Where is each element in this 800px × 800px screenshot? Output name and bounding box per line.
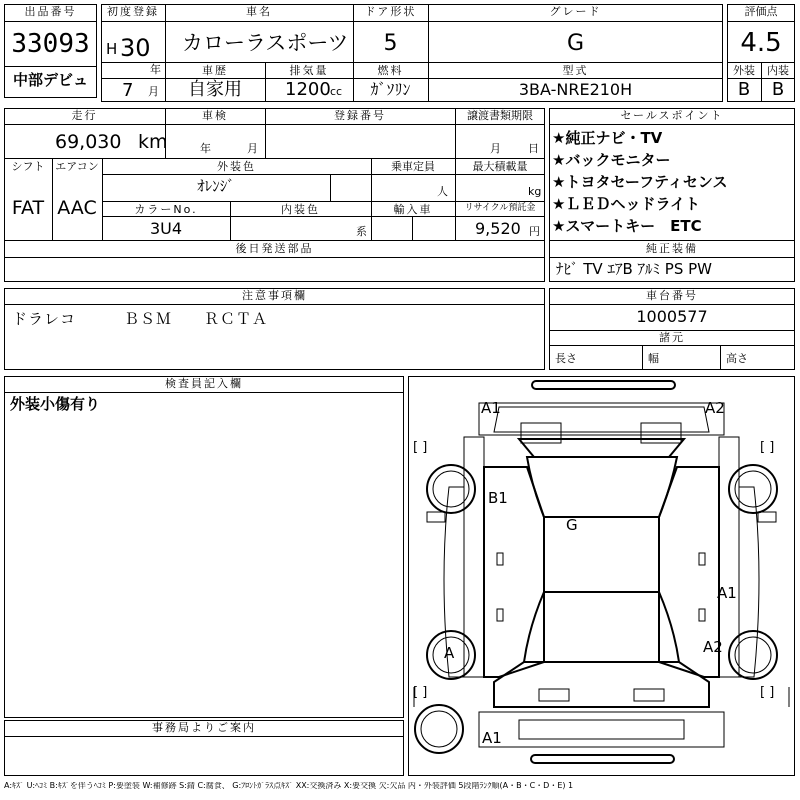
damage-a1-right: A1	[717, 584, 737, 602]
capacity-label: 乗車定員	[391, 160, 435, 173]
int-color-label: 内装色	[281, 203, 320, 216]
sales-point-1: ★純正ナビ・TV	[552, 129, 663, 147]
legend: A:ｷｽﾞ U:ﾍｺﾐ B:ｷｽﾞを伴うﾍｺﾐ P:要塗装 W:補修跡 S:錆 C:腐食、 G:ﾌﾛﾝﾄｶﾞﾗｽ点ｷｽﾞ XX:交換済み X:要交換 欠:欠品 内・外装評価 5段階ﾗﾝｸ順(A・B・C・D・E) 1	[4, 782, 574, 790]
car-diagram	[408, 376, 795, 776]
color-no-label: カラーNo.	[134, 203, 198, 216]
month-unit: 月	[148, 85, 159, 98]
office-label: 事務局よりご案内	[152, 721, 256, 734]
first-reg-label: 初度登録	[107, 5, 159, 18]
shift-value: FAT	[11, 197, 45, 219]
bracket-left-top: [ ]	[413, 440, 428, 455]
venue: 中部デビュ	[12, 71, 88, 89]
damage-b1: B1	[488, 489, 508, 507]
chassis-label: 車台番号	[646, 289, 698, 302]
import-label: 輸入車	[393, 203, 433, 216]
interior-label: 内装	[767, 64, 789, 77]
damage-a2-front-right: A2	[705, 399, 725, 417]
aircon-value: AAC	[57, 197, 97, 219]
notes-label: 注意事項欄	[242, 289, 307, 302]
bracket-left-bottom: [ ]	[413, 685, 428, 700]
model-value: 3BA-NRE210H	[518, 80, 633, 99]
damage-a: A	[444, 644, 455, 662]
genuine-value: ﾅﾋﾞ TV ｴｱB ｱﾙﾐ PS PW	[556, 260, 712, 278]
mileage-value: 69,030	[55, 131, 122, 153]
mileage-label: 走行	[71, 109, 98, 122]
genuine-label: 純正装備	[646, 242, 698, 255]
transfer-docs-label: 譲渡書類期限	[467, 109, 533, 122]
spec-width: 幅	[648, 352, 659, 365]
max-load-label: 最大積載量	[472, 160, 528, 173]
damage-a2-right: A2	[703, 638, 723, 656]
score-label: 評価点	[744, 5, 778, 18]
reg-year: 30	[120, 34, 151, 62]
grade-label: グレード	[549, 5, 602, 18]
transfer-day-unit: 日	[528, 142, 539, 155]
color-no-value: 3U4	[149, 219, 183, 238]
lot-label: 出品番号	[24, 5, 77, 18]
door-value: 5	[383, 31, 398, 56]
lot-number: 33093	[11, 29, 90, 59]
exterior-score: B	[737, 79, 751, 100]
specs-label: 諸元	[659, 331, 685, 344]
recycle-label: リサイクル預託金	[464, 203, 536, 213]
shift-label: シフト	[11, 160, 45, 173]
fuel-label: 燃料	[377, 64, 404, 77]
recycle-unit: 円	[529, 225, 540, 238]
inspection-label: 車検	[202, 109, 228, 122]
displacement-unit: cc	[330, 85, 343, 98]
car-name-label: 車名	[246, 5, 272, 18]
ext-color-label: 外装色	[217, 160, 256, 173]
bracket-right-bottom: [ ]	[760, 685, 775, 700]
door-label: ドア形状	[364, 5, 417, 18]
aircon-label: エアコン	[55, 160, 99, 173]
grade-value: G	[566, 31, 585, 56]
damage-a1-rear: A1	[482, 729, 502, 747]
displacement-label: 排気量	[289, 64, 329, 77]
mileage-unit: km	[138, 131, 168, 153]
interior-score: B	[771, 79, 785, 100]
score-value: 4.5	[740, 28, 782, 58]
int-color-unit: 系	[356, 225, 367, 238]
later-parts-label: 後日発送部品	[235, 242, 314, 255]
spec-height: 高さ	[726, 352, 748, 365]
era: H	[106, 40, 118, 58]
max-load-unit: kg	[528, 185, 542, 198]
sales-point-2: ★バックモニター	[552, 151, 671, 169]
exterior-label: 外装	[733, 64, 755, 77]
reg-month: 7	[122, 80, 134, 101]
chassis-value: 1000577	[636, 307, 708, 326]
car-name: カローラスポーツ	[182, 31, 349, 55]
inspection-month-unit: 月	[247, 142, 258, 155]
ext-color-value: ｵﾚﾝｼﾞ	[197, 177, 235, 195]
registration-label: 登録番号	[334, 109, 386, 122]
spec-length: 長さ	[555, 352, 577, 365]
displacement-value: 1200	[285, 79, 331, 100]
capacity-unit: 人	[437, 185, 448, 198]
sales-points-label: セールスポイント	[620, 109, 724, 122]
recycle-value: 9,520	[475, 219, 521, 238]
damage-a1-front-left: A1	[481, 399, 501, 417]
notes-value: ドラレコ ＢＳＭ ＲＣＴＡ	[12, 310, 269, 328]
inspector-label: 検査員記入欄	[165, 377, 243, 390]
damage-g: G	[566, 516, 578, 534]
transfer-month-unit: 月	[490, 142, 501, 155]
sales-point-3: ★トヨタセーフティセンス	[552, 173, 728, 191]
sales-point-4: ★ＬＥＤヘッドライト	[552, 195, 700, 213]
history-label: 車歴	[202, 64, 228, 77]
sales-point-5: ★スマートキー ETC	[552, 217, 702, 235]
history-value: 自家用	[188, 79, 242, 100]
inspector-value: 外装小傷有り	[10, 395, 101, 413]
car-outline	[409, 377, 794, 775]
model-label: 型式	[562, 64, 589, 77]
bracket-right-top: [ ]	[760, 440, 775, 455]
inspector-box	[4, 376, 404, 718]
year-unit: 年	[150, 63, 161, 76]
inspection-year-unit: 年	[200, 142, 211, 155]
fuel-value: ｶﾞｿﾘﾝ	[370, 80, 411, 99]
